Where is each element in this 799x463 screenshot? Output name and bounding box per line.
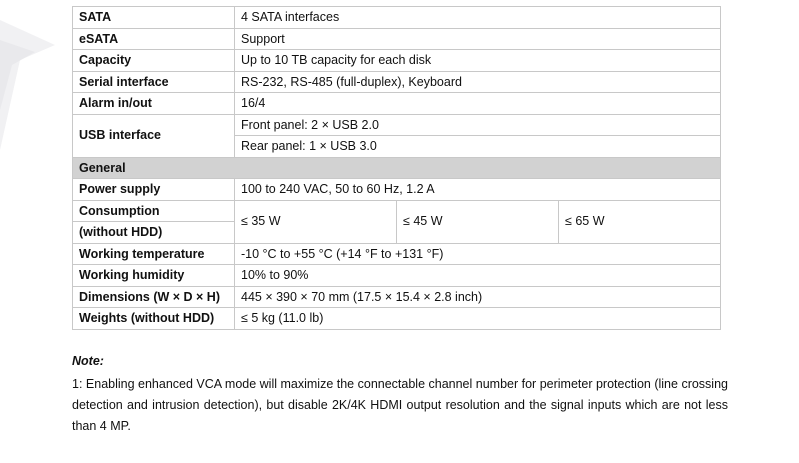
- table-row: [73, 71, 721, 93]
- row-label: Serial interface: [73, 71, 235, 93]
- row-value: ≤ 5 kg (11.0 lb): [235, 308, 721, 330]
- row-value: 100 to 240 VAC, 50 to 60 Hz, 1.2 A: [235, 179, 721, 201]
- row-label: SATA: [73, 7, 235, 29]
- table-row: [73, 93, 721, 115]
- consumption-value-3: ≤ 65 W: [559, 200, 721, 243]
- section-header-general: [73, 157, 721, 179]
- table-row: [73, 200, 721, 222]
- row-label: Working humidity: [73, 265, 235, 287]
- row-value: RS-232, RS-485 (full-duplex), Keyboard: [235, 71, 721, 93]
- row-value-front-panel: Front panel: 2 × USB 2.0: [235, 114, 721, 136]
- row-label: Power supply: [73, 179, 235, 201]
- specification-table: [72, 6, 721, 330]
- note-section: [72, 351, 728, 437]
- row-value-rear-panel: Rear panel: 1 × USB 3.0: [235, 136, 721, 158]
- row-value: 445 × 390 × 70 mm (17.5 × 15.4 × 2.8 inch): [235, 286, 721, 308]
- row-value: Up to 10 TB capacity for each disk: [235, 50, 721, 72]
- row-value: 4 SATA interfaces: [235, 7, 721, 29]
- row-label: USB interface: [73, 114, 235, 157]
- row-value: Support: [235, 28, 721, 50]
- row-label: Weights (without HDD): [73, 308, 235, 330]
- note-text: 1: Enabling enhanced VCA mode will maximize the connectable channel number for perimeter protection (line crossing detection and intrusion detection), but disable 2K/4K HDMI output resolution and the signal inputs which are not less than 4 MP.: [72, 377, 728, 433]
- table-row: [73, 243, 721, 265]
- row-value: 16/4: [235, 93, 721, 115]
- row-value: 10% to 90%: [235, 265, 721, 287]
- row-label: Consumption: [73, 200, 235, 222]
- table-row: [73, 179, 721, 201]
- table-row: [73, 114, 721, 136]
- table-row: [73, 28, 721, 50]
- watermark-logo-icon: [0, 0, 60, 160]
- table-row: [73, 308, 721, 330]
- row-label: Working temperature: [73, 243, 235, 265]
- row-label: eSATA: [73, 28, 235, 50]
- table-row: [73, 50, 721, 72]
- row-value: -10 °C to +55 °C (+14 °F to +131 °F): [235, 243, 721, 265]
- note-title: Note:: [72, 354, 104, 368]
- section-title: General: [73, 157, 721, 179]
- consumption-value-1: ≤ 35 W: [235, 200, 397, 243]
- row-label: Dimensions (W × D × H): [73, 286, 235, 308]
- row-label: Alarm in/out: [73, 93, 235, 115]
- row-label-sub: (without HDD): [73, 222, 235, 244]
- consumption-value-2: ≤ 45 W: [397, 200, 559, 243]
- table-row: [73, 265, 721, 287]
- table-row: [73, 286, 721, 308]
- row-label: Capacity: [73, 50, 235, 72]
- table-row: [73, 7, 721, 29]
